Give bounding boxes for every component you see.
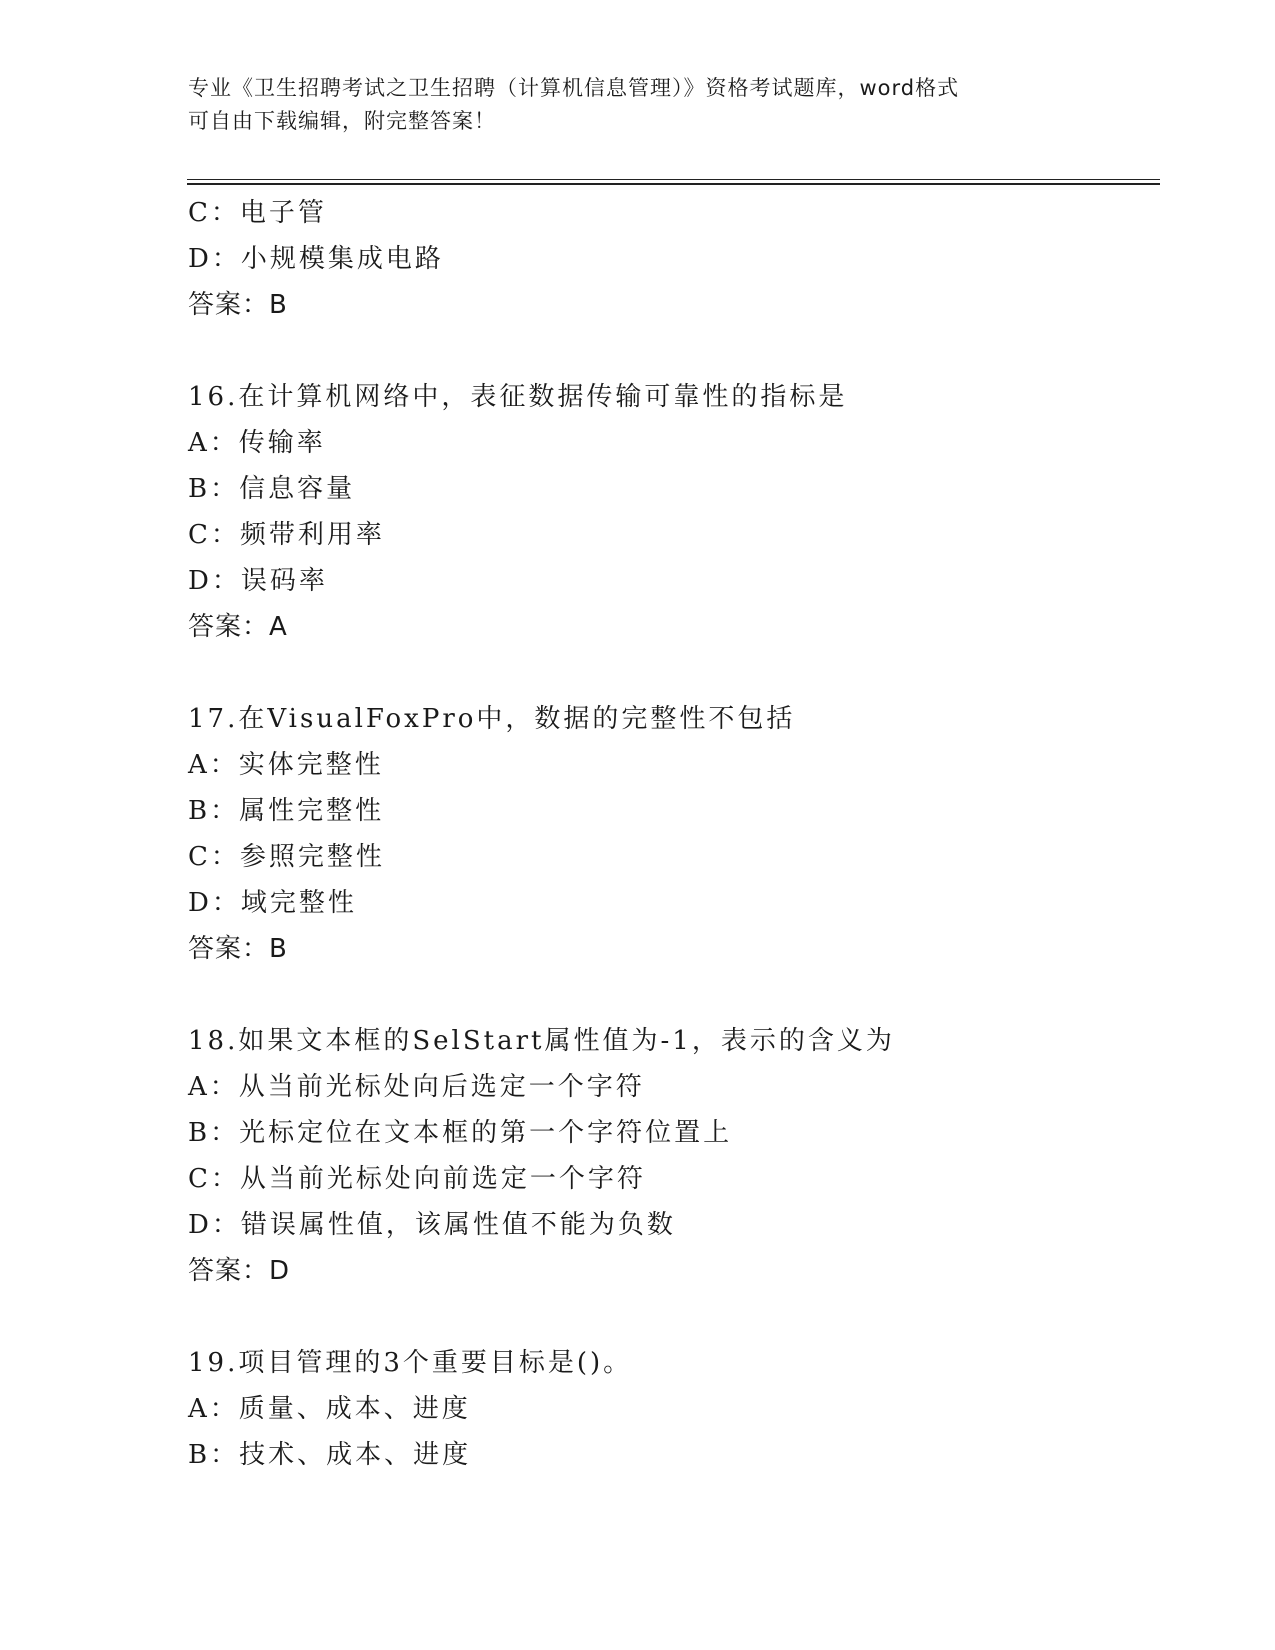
- header-line-2: 可自由下载编辑，附完整答案！: [188, 109, 496, 133]
- answer-line: 答案：B: [188, 290, 288, 320]
- question-stem: 16.在计算机网络中，表征数据传输可靠性的指标是: [188, 382, 848, 412]
- question-18: [188, 1018, 1188, 1294]
- question-list: [188, 190, 1188, 1478]
- option-a: A：从当前光标处向后选定一个字符: [188, 1072, 645, 1102]
- answer-line: 答案：A: [188, 612, 288, 642]
- option-c: C：从当前光标处向前选定一个字符: [188, 1164, 646, 1194]
- header-divider-thick: [187, 183, 1160, 185]
- option-a: A：传输率: [188, 428, 326, 458]
- option-d: D：错误属性值，该属性值不能为负数: [188, 1210, 676, 1240]
- question-stem: 19.项目管理的3个重要目标是()。: [188, 1348, 633, 1378]
- header-line-1: 专业《卫生招聘考试之卫生招聘（计算机信息管理）》资格考试题库，word格式: [188, 76, 960, 100]
- option-a: A：实体完整性: [188, 750, 384, 780]
- option-b: B：属性完整性: [188, 796, 385, 826]
- option-c: C：频带利用率: [188, 520, 385, 550]
- question-15-tail: [188, 190, 1188, 328]
- option-b: B：信息容量: [188, 474, 356, 504]
- document-header: [188, 72, 1088, 138]
- option-c: C：电子管: [188, 198, 327, 228]
- option-d: D：误码率: [188, 566, 328, 596]
- option-b: B：技术、成本、进度: [188, 1440, 472, 1470]
- question-17: [188, 696, 1188, 972]
- answer-line: 答案：B: [188, 934, 288, 964]
- option-d: D：小规模集成电路: [188, 244, 444, 274]
- option-c: C：参照完整性: [188, 842, 385, 872]
- answer-line: 答案：D: [188, 1256, 291, 1286]
- question-16: [188, 374, 1188, 650]
- question-19: [188, 1340, 1188, 1478]
- header-divider-thin: [187, 179, 1160, 180]
- option-b: B：光标定位在文本框的第一个字符位置上: [188, 1118, 733, 1148]
- option-d: D：域完整性: [188, 888, 357, 918]
- question-stem: 18.如果文本框的SelStart属性值为-1，表示的含义为: [188, 1026, 895, 1056]
- question-stem: 17.在VisualFoxPro中，数据的完整性不包括: [188, 704, 796, 734]
- option-a: A：质量、成本、进度: [188, 1394, 471, 1424]
